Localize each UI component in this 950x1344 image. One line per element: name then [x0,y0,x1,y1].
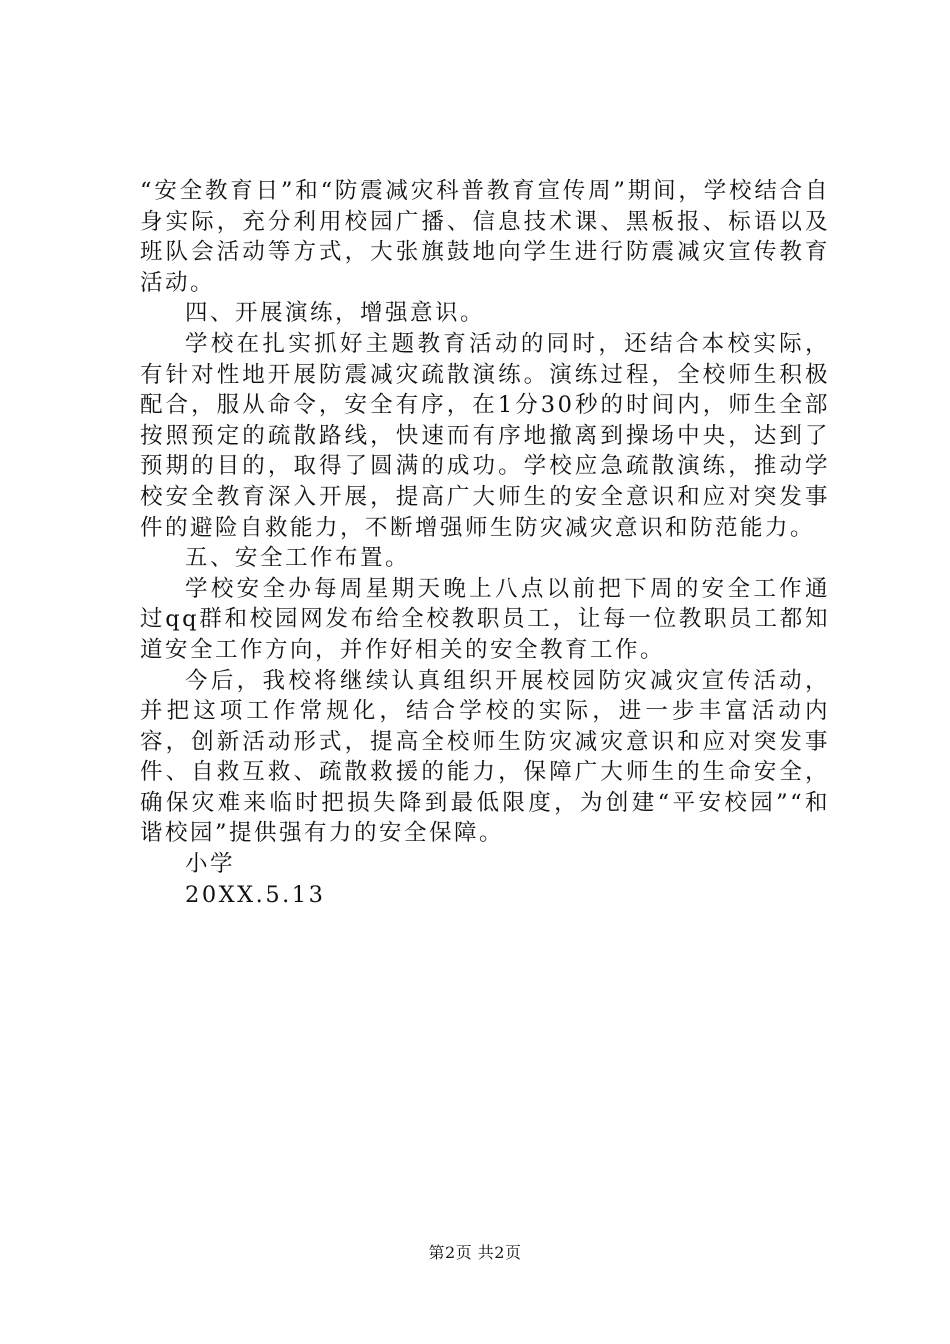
heading-section-five: 五、安全工作布置。 [185,545,411,572]
document-body [140,176,830,910]
page-number-footer: 第2页 共2页 [428,1243,522,1262]
signature-date: 20XX.5.13 [185,881,326,908]
heading-section-four: 四、开展演练，增强意识。 [185,300,486,327]
paragraph-evacuation-drill: 学校在扎实抓好主题教育活动的同时，还结合本校实际，有针对性地开展防震减灾疏散演练。演练过程，全校师生积极配合，服从命令，安全有序，在1分30秒的时间内，师生全部按照预定的疏散路线，快速而有序地撤离到操场中央，达到了预期的目的，取得了圆满的成功。学校应急疏散演练，推动学校安全教育深入开展，提高广大师生的安全意识和应对突发事件的避险自救能力，不断增强师生防灾减灾意识和防范能力。 [140,330,830,541]
paragraph-future-plan: 今后，我校将继续认真组织开展校园防灾减灾宣传活动，并把这项工作常规化，结合学校的实际，进一步丰富活动内容，创新活动形式，提高全校师生防灾减灾意识和应对突发事件、自救互救、疏散救援的能力，保障广大师生的生命安全，确保灾难来临时把损失降到最低限度，为创建“平安校园”“和谐校园”提供强有力的安全保障。 [140,667,830,847]
paragraph-weekly-safety-notice: 学校安全办每周星期天晚上八点以前把下周的安全工作通过qq群和校园网发布给全校教职员工，让每一位教职员工都知道安全工作方向，并作好相关的安全教育工作。 [140,575,830,663]
signature-school: 小学 [185,851,236,878]
paragraph-publicity-activities: “安全教育日”和“防震减灾科普教育宣传周”期间，学校结合自身实际，充分利用校园广播、信息技术课、黑板报、标语以及班队会活动等方式，大张旗鼓地向学生进行防震减灾宣传教育活动。 [140,178,830,296]
